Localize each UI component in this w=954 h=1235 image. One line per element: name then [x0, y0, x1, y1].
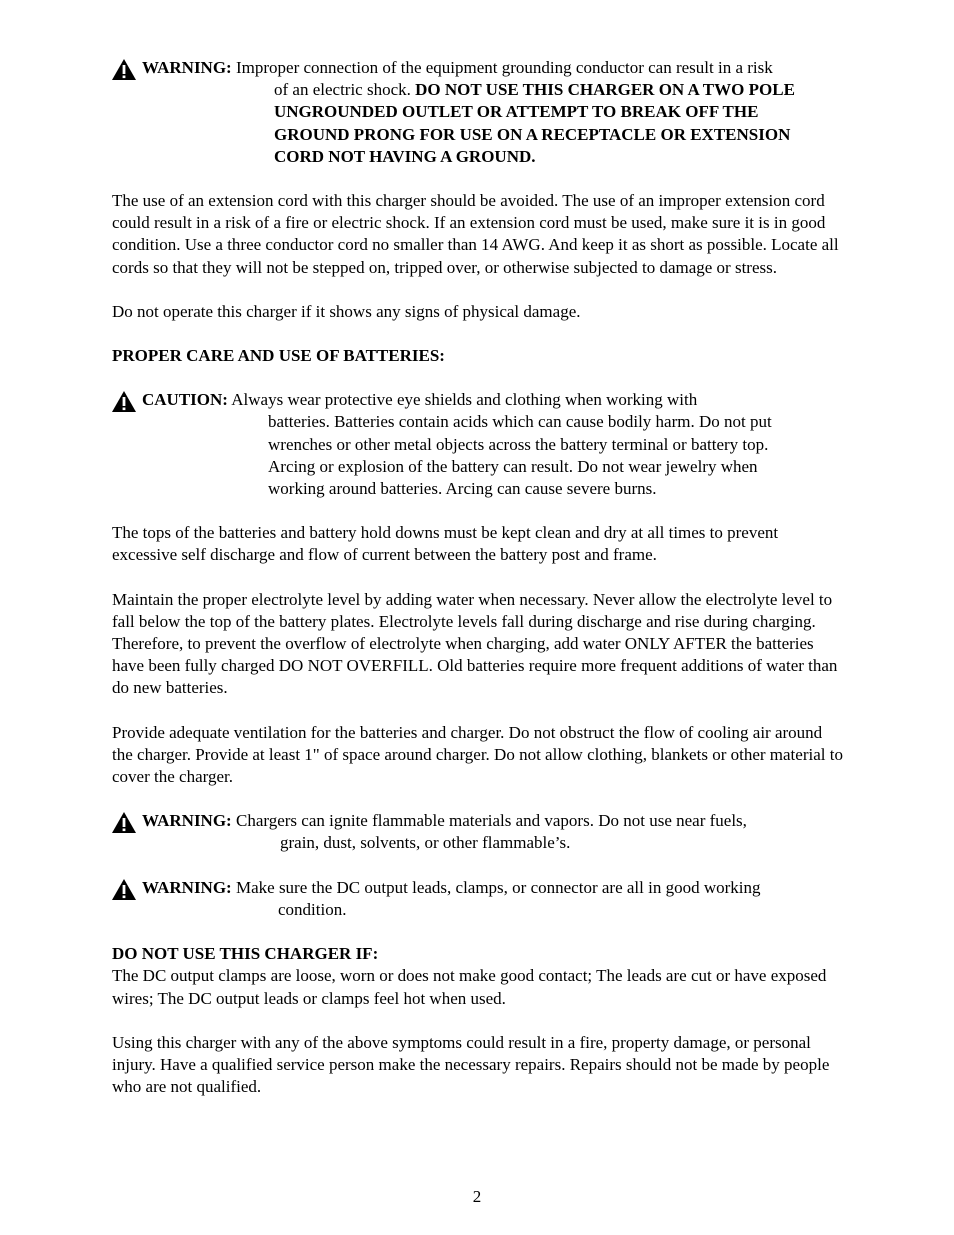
caution-batteries: CAUTION: Always wear protective eye shields and clothing when working with batteries. Batteries contain acids which can cause bodily harm. Do not put wrenches or other metal objects across the battery terminal or battery top. Arcing or explosion of the battery can result. Do not wear jewelry when working around batteries. Arcing can cause severe burns. — [112, 389, 847, 500]
warning-triangle-icon — [112, 812, 136, 833]
warning-flammable: WARNING: Chargers can ignite flammable materials and vapors. Do not use near fuels, grain, dust, solvents, or other flammable’s. — [112, 810, 847, 854]
paragraph-extension-cord: The use of an extension cord with this charger should be avoided. The use of an improper extension cord could result in a risk of a fire or electric shock. If an extension cord must be used, make sure it is in good condition. Use a three conductor cord no smaller than 14 AWG. And keep it as short as possible. Locate all cords so that they will not be stepped on, tripped over, or otherwise subjected to damage or stress. — [112, 191, 839, 277]
paragraph-physical-damage: Do not operate this charger if it shows any signs of physical damage. — [112, 301, 581, 321]
paragraph-symptoms: The DC output clamps are loose, worn or does not make good contact; The leads are cut or have exposed wires; The DC output leads or clamps feel hot when used. — [112, 966, 827, 1008]
paragraph-repairs: Using this charger with any of the above symptoms could result in a fire, property damage, or personal injury. Have a qualified service person make the necessary repairs. Repairs should not be made by people who are not qualified. — [112, 1032, 830, 1097]
warning-triangle-icon — [112, 879, 136, 900]
warning-label: WARNING: — [142, 877, 232, 897]
warning-text: Improper connection of the equipment grounding conductor can result in a risk — [235, 58, 773, 77]
paragraph-battery-tops: The tops of the batteries and battery hold downs must be kept clean and dry at all times to prevent excessive self discharge and flow of current between the battery post and frame. — [112, 523, 779, 565]
page-number: 2 — [472, 1187, 482, 1206]
warning-label: WARNING: — [142, 811, 232, 831]
paragraph-electrolyte: Maintain the proper electrolyte level by adding water when necessary. Never allow the electrolyte level to fall below the top of the battery plates. Electrolyte levels fall during discharge and rise during charging. Therefore, to prevent the overflow of electrolyte when charging, add water ONLY AFTER the batteries have been fully charged DO NOT OVERFILL. Old batteries require more frequent additions of water than do new batteries. — [112, 589, 838, 698]
warning-label: WARNING: — [142, 58, 232, 77]
caution-label: CAUTION: — [142, 390, 228, 410]
heading-do-not-use: DO NOT USE THIS CHARGER IF: — [112, 944, 379, 964]
heading-care-batteries: PROPER CARE AND USE OF BATTERIES: — [112, 346, 445, 366]
paragraph-ventilation: Provide adequate ventilation for the batteries and charger. Do not obstruct the flow of cooling air around the charger. Provide at least 1" of space around charger. Do not allow clothing, blankets or other material to cover the charger. — [112, 722, 843, 787]
document-page — [112, 57, 847, 1120]
warning-grounding: WARNING: Improper connection of the equipment grounding conductor can result in a risk of an electric shock. DO NOT USE THIS CHARGER ON A TWO POLE UNGROUNDED OUTLET OR ATTEMPT TO BREAK OFF THE GROUND PRONG FOR USE ON A RECEPTACLE OR EXTENSION CORD NOT HAVING A GROUND. — [112, 57, 847, 168]
warning-dc-leads: WARNING: Make sure the DC output leads, clamps, or connector are all in good working condition. — [112, 877, 847, 921]
warning-triangle-icon — [112, 391, 136, 412]
warning-triangle-icon — [112, 59, 136, 80]
